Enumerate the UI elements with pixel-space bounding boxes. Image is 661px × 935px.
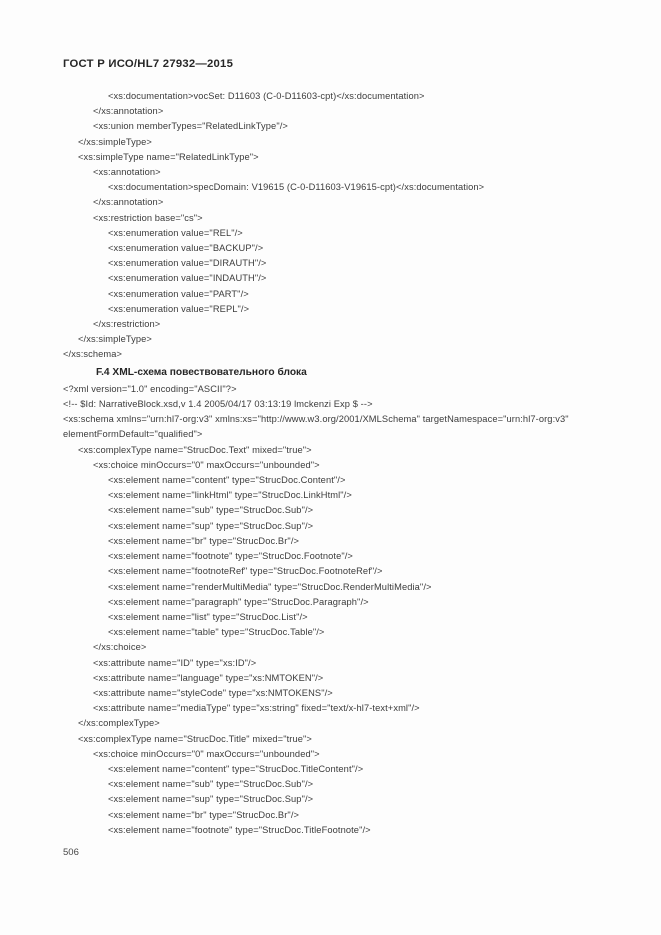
- code-line: <xs:documentation>specDomain: V19615 (C-0-D11603-V19615-cpt)</xs:documentation>: [108, 182, 485, 193]
- code-line: <xs:element name="br" type="StrucDoc.Br"/>: [108, 535, 300, 546]
- code-line: <xs:documentation>vocSet: D11603 (C-0-D11603-cpt)</xs:documentation>: [108, 91, 425, 101]
- code-line: <xs:element name="sup" type="StrucDoc.Sup"/>: [108, 520, 314, 531]
- code-line: <xs:element name="sub" type="StrucDoc.Sub"/>: [108, 505, 314, 516]
- xml-code-block-narrative-block: [63, 382, 623, 838]
- code-line: <xs:enumeration value="INDAUTH"/>: [108, 273, 267, 284]
- code-line: </xs:complexType>: [78, 718, 160, 729]
- code-line: </xs:annotation>: [93, 106, 164, 117]
- code-line: <xs:element name="table" type="StrucDoc.Table"/>: [108, 627, 325, 638]
- code-line: </xs:restriction>: [93, 319, 161, 330]
- code-line: <xs:element name="br" type="StrucDoc.Br"/>: [108, 809, 300, 820]
- code-line: <xs:enumeration value="REPL"/>: [108, 303, 250, 314]
- code-line: </xs:schema>: [63, 349, 123, 360]
- page-content: [63, 89, 623, 860]
- code-line: <!-- $Id: NarrativeBlock.xsd,v 1.4 2005/04/17 03:13:19 lmckenzi Exp $ -->: [63, 399, 373, 410]
- document-header: ГОСТ Р ИСО/HL7 27932—2015: [63, 58, 234, 70]
- code-line: <xs:element name="footnote" type="StrucDoc.Footnote"/>: [108, 551, 353, 562]
- code-line: <xs:complexType name="StrucDoc.Text" mixed="true">: [78, 444, 312, 455]
- code-line: <xs:choice minOccurs="0" maxOccurs="unbounded">: [93, 459, 320, 470]
- code-line: <xs:enumeration value="BACKUP"/>: [108, 243, 264, 254]
- code-line: <xs:element name="content" type="StrucDoc.Content"/>: [108, 475, 346, 486]
- code-line: <xs:simpleType name="RelatedLinkType">: [78, 151, 259, 162]
- code-line: <xs:annotation>: [93, 167, 161, 178]
- code-line: <xs:restriction base="cs">: [93, 212, 203, 223]
- code-line: elementFormDefault="qualified">: [63, 429, 203, 440]
- code-line: </xs:annotation>: [93, 197, 164, 208]
- code-line: <xs:element name="sub" type="StrucDoc.Sub"/>: [108, 779, 314, 790]
- xml-code-block-related-link-type: [63, 89, 623, 363]
- code-line: <xs:element name="paragraph" type="StrucDoc.Paragraph"/>: [108, 596, 369, 607]
- code-line: <xs:complexType name="StrucDoc.Title" mixed="true">: [78, 733, 312, 744]
- code-line: <xs:enumeration value="PART"/>: [108, 288, 249, 299]
- code-line: <xs:element name="footnoteRef" type="StrucDoc.FootnoteRef"/>: [108, 566, 383, 577]
- page-number: 506: [63, 846, 79, 858]
- code-line: </xs:simpleType>: [78, 136, 152, 147]
- section-heading: F.4 XML-схема повествовательного блока: [96, 366, 307, 378]
- code-line: </xs:choice>: [93, 642, 147, 653]
- code-line: <xs:element name="linkHtml" type="StrucDoc.LinkHtml"/>: [108, 490, 352, 501]
- code-line: <?xml version="1.0" encoding="ASCII"?>: [63, 383, 237, 394]
- code-line: <xs:attribute name="language" type="xs:NMTOKEN"/>: [93, 672, 324, 683]
- code-line: <xs:attribute name="mediaType" type="xs:string" fixed="text/x-hl7-text+xml"/>: [93, 703, 420, 714]
- code-line: <xs:element name="list" type="StrucDoc.List"/>: [108, 611, 308, 622]
- code-line: <xs:element name="renderMultiMedia" type="StrucDoc.RenderMultiMedia"/>: [108, 581, 432, 592]
- code-line: <xs:enumeration value="REL"/>: [108, 227, 243, 238]
- code-line: <xs:element name="content" type="StrucDoc.TitleContent"/>: [108, 763, 364, 774]
- code-line: <xs:union memberTypes="RelatedLinkType"/>: [93, 121, 288, 132]
- code-line: <xs:enumeration value="DIRAUTH"/>: [108, 258, 267, 269]
- code-line: <xs:attribute name="ID" type="xs:ID"/>: [93, 657, 257, 668]
- code-line: <xs:schema xmlns="urn:hl7-org:v3" xmlns:xs="http://www.w3.org/2001/XMLSchema" targetNamespace="urn:hl7-org:v3": [63, 414, 569, 425]
- code-line: <xs:element name="footnote" type="StrucDoc.TitleFootnote"/>: [108, 824, 371, 835]
- code-line: <xs:choice minOccurs="0" maxOccurs="unbounded">: [93, 748, 320, 759]
- code-line: <xs:attribute name="styleCode" type="xs:NMTOKENS"/>: [93, 687, 333, 698]
- code-line: <xs:element name="sup" type="StrucDoc.Sup"/>: [108, 794, 314, 805]
- code-line: </xs:simpleType>: [78, 334, 152, 345]
